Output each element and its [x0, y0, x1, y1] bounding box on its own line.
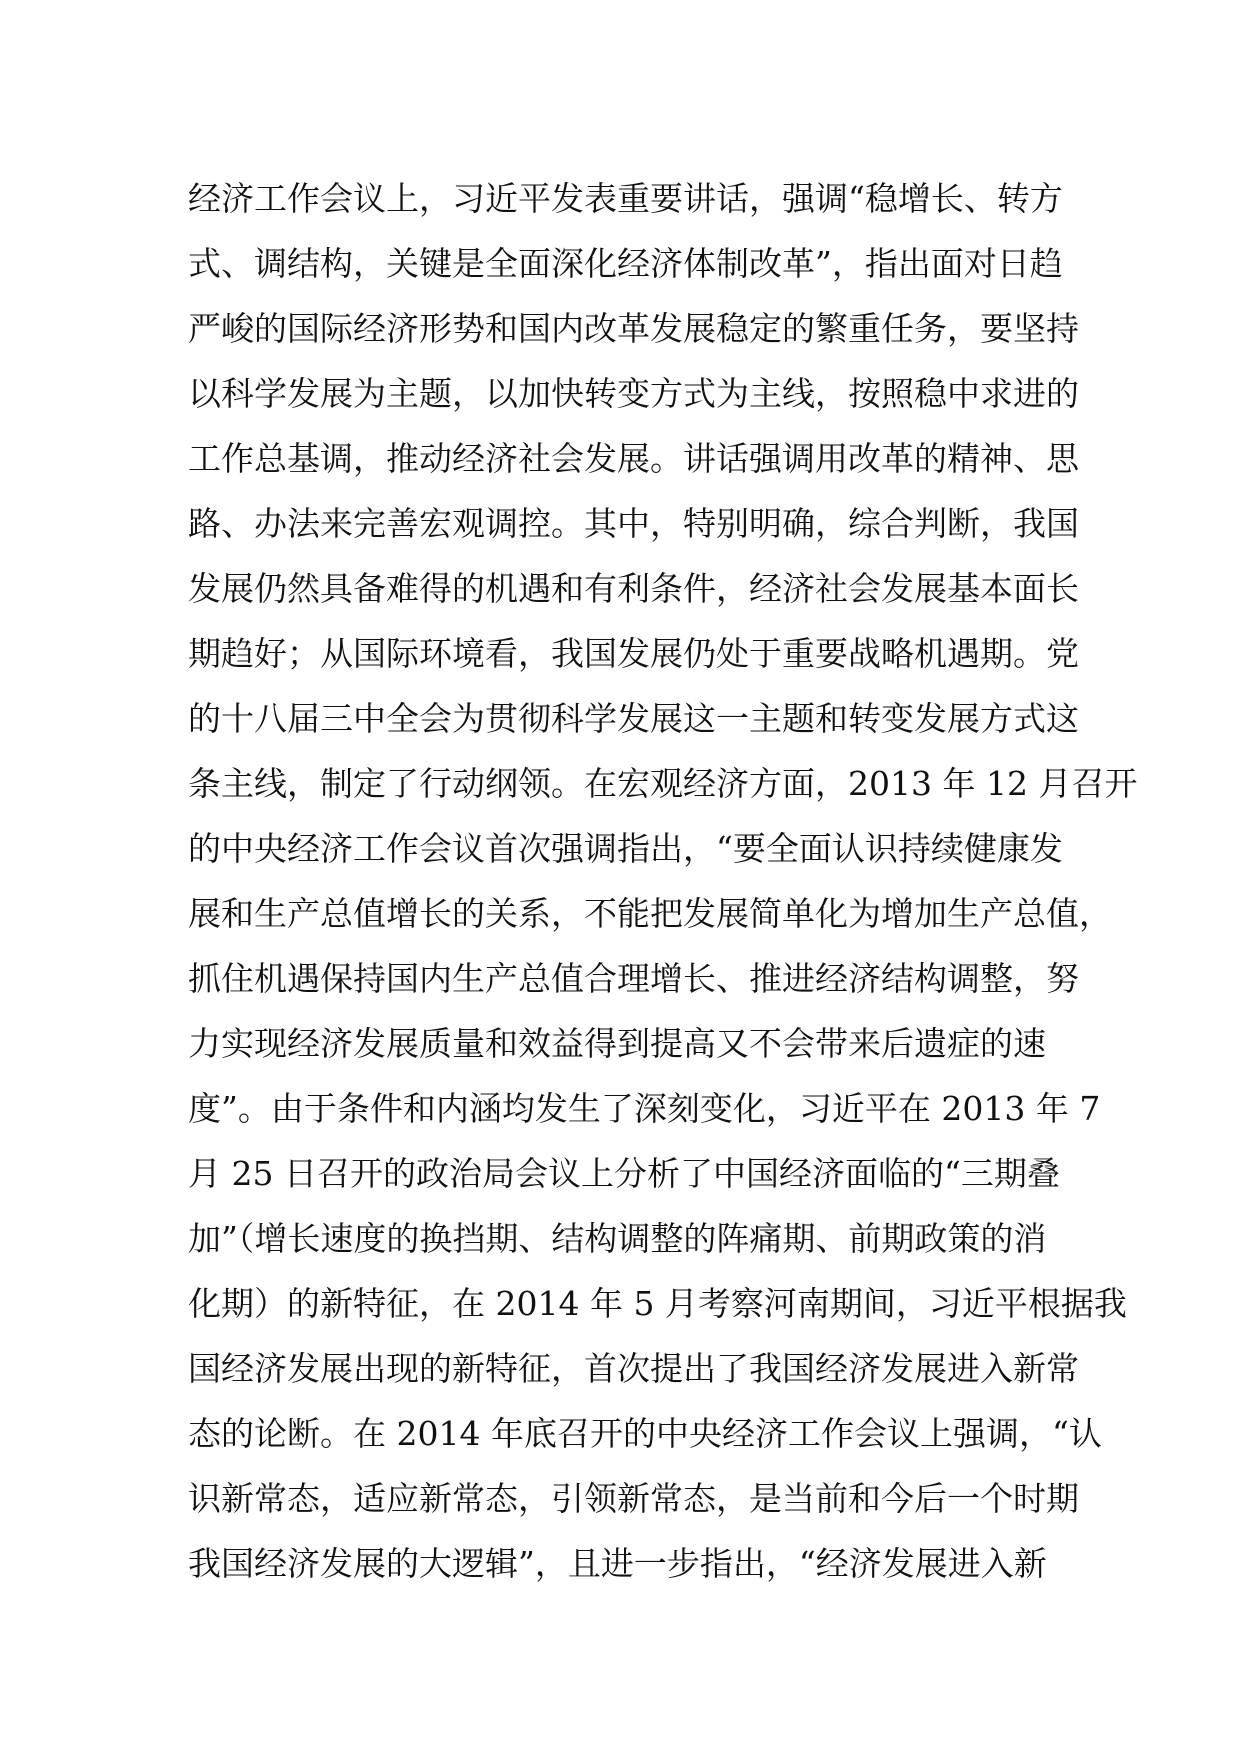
text-line-9: 的十八届三中全会为贯彻科学发展这一主题和转变发展方式这 [188, 699, 1079, 738]
text-line-7: 发展仍然具备难得的机遇和有利条件，经济社会发展基本面长 [188, 569, 1079, 608]
text-line-22: 我国经济发展的大逻辑”，且进一步指出，“经济发展进入新 [188, 1544, 1047, 1583]
text-line-3: 严峻的国际经济形势和国内改革发展稳定的繁重任务，要坚持 [188, 309, 1079, 348]
text-line-17: 加”（增长速度的换挡期、结构调整的阵痛期、前期政策的消 [188, 1219, 1047, 1258]
text-line-20: 态的论断。在 2014 年底召开的中央经济工作会议上强调，“认 [188, 1414, 1102, 1453]
body-text [188, 174, 1138, 1604]
text-line-10: 条主线，制定了行动纲领。在宏观经济方面，2013 年 12 月召开 [188, 764, 1138, 803]
text-line-8: 期趋好；从国际环境看，我国发展仍处于重要战略机遇期。党 [188, 634, 1079, 673]
text-line-12: 展和生产总值增长的关系，不能把发展简单化为增加生产总值， [188, 894, 1112, 933]
text-line-18: 化期）的新特征，在 2014 年 5 月考察河南期间，习近平根据我 [188, 1284, 1127, 1323]
text-line-5: 工作总基调，推动经济社会发展。讲话强调用改革的精神、思 [188, 439, 1079, 478]
text-line-16: 月 25 日召开的政治局会议上分析了中国经济面临的“三期叠 [188, 1154, 1060, 1193]
text-line-19: 国经济发展出现的新特征，首次提出了我国经济发展进入新常 [188, 1349, 1079, 1388]
text-line-15: 度”。由于条件和内涵均发生了深刻变化，习近平在 2013 年 7 [188, 1089, 1101, 1128]
text-line-6: 路、办法来完善宏观调控。其中，特别明确，综合判断，我国 [188, 504, 1079, 543]
text-line-2: 式、调结构，关键是全面深化经济体制改革”，指出面对日趋 [188, 244, 1063, 283]
text-line-1: 经济工作会议上，习近平发表重要讲话，强调“稳增长、转方 [188, 179, 1063, 218]
text-line-14: 力实现经济发展质量和效益得到提高又不会带来后遗症的速 [188, 1024, 1046, 1063]
text-line-21: 识新常态，适应新常态，引领新常态，是当前和今后一个时期 [188, 1479, 1079, 1518]
text-line-11: 的中央经济工作会议首次强调指出，“要全面认识持续健康发 [188, 829, 1063, 868]
text-line-13: 抓住机遇保持国内生产总值合理增长、推进经济结构调整，努 [188, 959, 1079, 998]
text-line-4: 以科学发展为主题，以加快转变方式为主线，按照稳中求进的 [188, 374, 1079, 413]
